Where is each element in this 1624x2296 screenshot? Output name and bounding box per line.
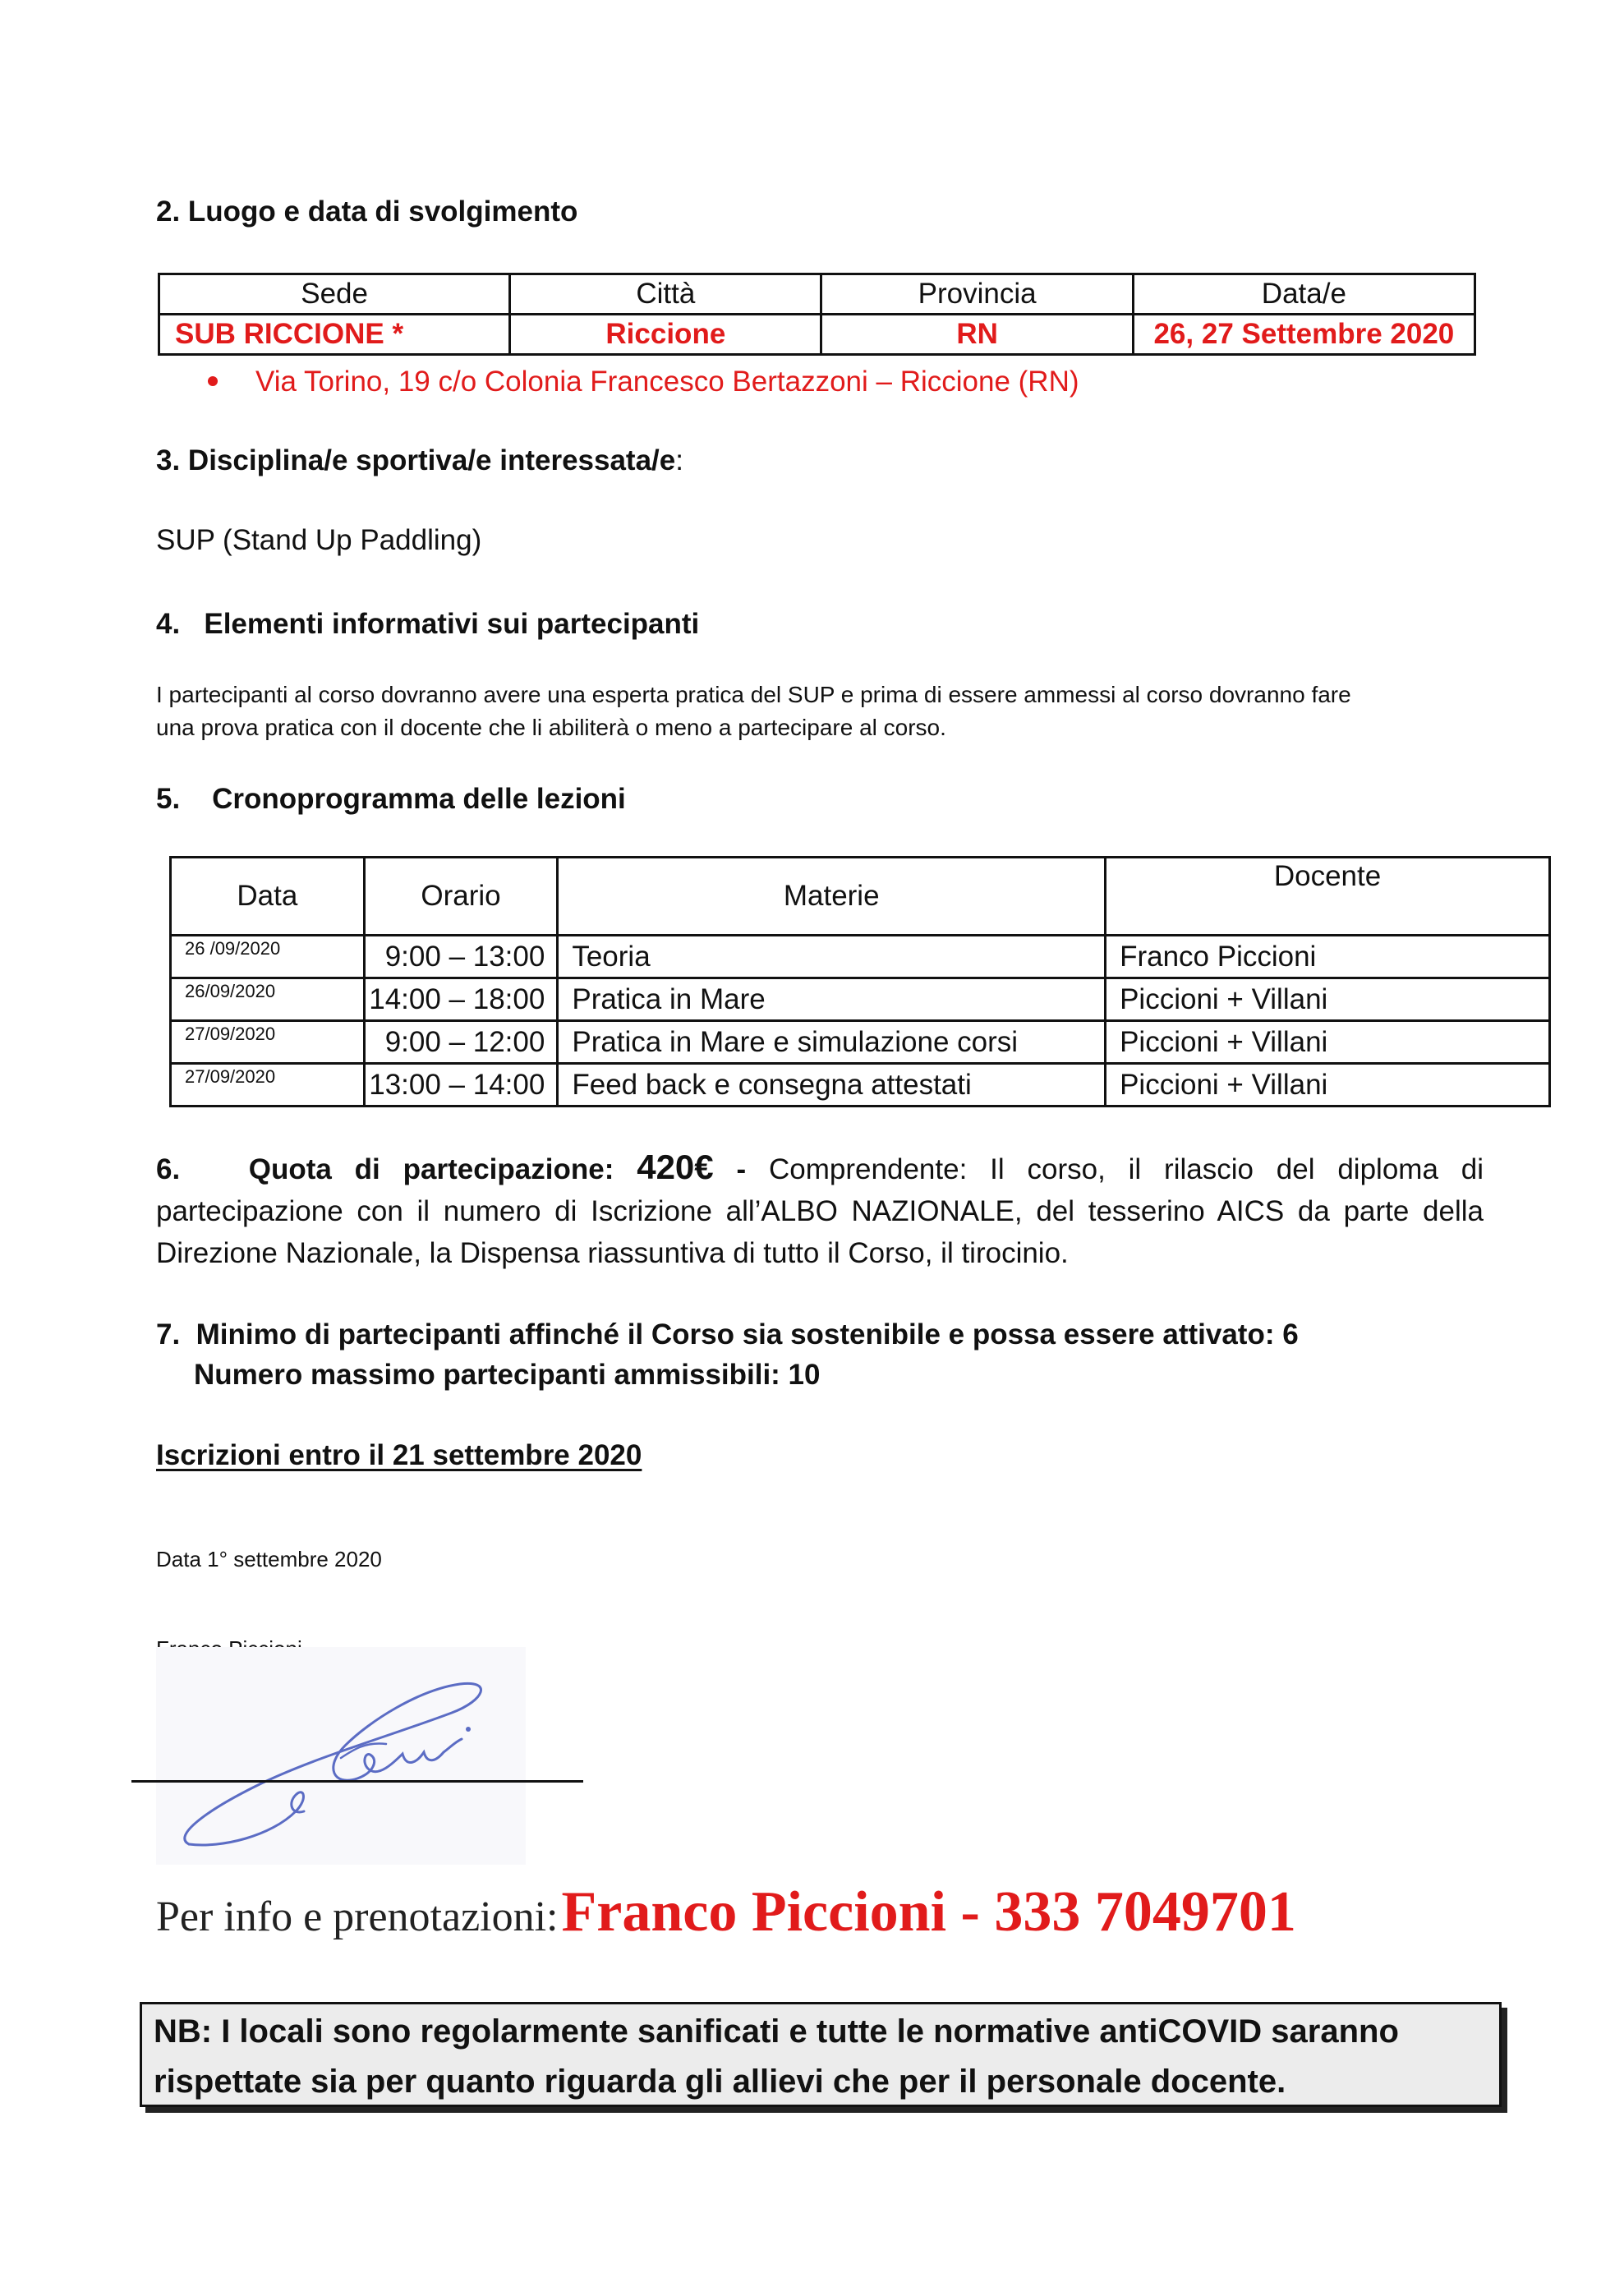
header-data: Data <box>171 858 365 936</box>
row-date: 27/09/2020 <box>171 1021 365 1064</box>
row-teacher: Franco Piccioni <box>1106 936 1550 978</box>
header-date: Data/e <box>1133 274 1474 315</box>
row-time: 13:00 – 14:00 <box>364 1064 558 1107</box>
row-teacher: Piccioni + Villani <box>1106 978 1550 1021</box>
info-line <box>156 1880 1296 1945</box>
value-sede: SUB RICCIONE * <box>159 315 510 355</box>
value-provincia: RN <box>821 315 1133 355</box>
deadline-text: Iscrizioni entro il 21 settembre 2020 <box>156 1439 642 1471</box>
header-docente: Docente <box>1106 858 1550 936</box>
bullet-icon <box>208 376 218 386</box>
signature-icon <box>156 1647 534 1869</box>
table-row <box>171 936 1550 978</box>
value-date: 26, 27 Settembre 2020 <box>1133 315 1474 355</box>
row-date: 26 /09/2020 <box>171 936 365 978</box>
section-4-heading: 4. Elementi informativi sui partecipanti <box>156 608 700 640</box>
header-provincia: Provincia <box>821 274 1133 315</box>
signature-line <box>131 1780 583 1783</box>
nb-line-2: rispettate sia per quanto riguarda gli allievi che per il personale docente. <box>154 2064 1286 2100</box>
info-label: Per info e prenotazioni: <box>156 1893 559 1940</box>
quota-line-1-rest: Comprendente: Il corso, il rilascio del diploma di <box>769 1153 1484 1185</box>
row-teacher: Piccioni + Villani <box>1106 1064 1550 1107</box>
section-6-paragraph <box>156 1146 1484 1274</box>
section-3-heading-text: 3. Disciplina/e sportiva/e interessata/e <box>156 444 676 476</box>
luogo-value-row <box>159 315 1475 355</box>
section-6-line-3: Direzione Nazionale, la Dispensa riassuntiva di tutto il Corso, il tirocinio. <box>156 1237 1069 1269</box>
quota-label: 6. Quota di partecipazione: <box>156 1153 614 1185</box>
address-line: Via Torino, 19 c/o Colonia Francesco Bertazzoni – Riccione (RN) <box>255 366 1079 398</box>
row-teacher: Piccioni + Villani <box>1106 1021 1550 1064</box>
header-orario: Orario <box>364 858 558 936</box>
luogo-table <box>158 273 1476 356</box>
luogo-header-row <box>159 274 1475 315</box>
value-citta: Riccione <box>510 315 821 355</box>
quota-price: 420€ <box>637 1148 714 1186</box>
table-row <box>171 1021 1550 1064</box>
row-subject: Pratica in Mare <box>558 978 1106 1021</box>
row-date: 27/09/2020 <box>171 1064 365 1107</box>
row-date: 26/09/2020 <box>171 978 365 1021</box>
nb-notice-box <box>140 2002 1502 2107</box>
row-subject: Pratica in Mare e simulazione corsi <box>558 1021 1106 1064</box>
row-time: 14:00 – 18:00 <box>364 978 558 1021</box>
row-subject: Feed back e consegna attestati <box>558 1064 1106 1107</box>
header-materie: Materie <box>558 858 1106 936</box>
header-citta: Città <box>510 274 821 315</box>
schedule-table <box>169 856 1551 1107</box>
section-7-line-1: 7. Minimo di partecipanti affinché il Corso sia sostenibile e possa essere attivato: 6 <box>156 1318 1299 1350</box>
section-7-line-2: Numero massimo partecipanti ammissibili: 10 <box>194 1359 821 1391</box>
section-4-line-1: I partecipanti al corso dovranno avere una esperta pratica del SUP e prima di essere ammessi al corso dovranno fare <box>156 682 1351 707</box>
section-6-line-2: partecipazione con il numero di Iscrizione all’ALBO NAZIONALE, del tesserino AICS da parte della <box>156 1195 1484 1227</box>
section-3-heading <box>156 444 683 477</box>
header-sede: Sede <box>159 274 510 315</box>
section-5-heading: 5. Cronoprogramma delle lezioni <box>156 783 626 815</box>
section-4-line-2: una prova pratica con il docente che li abiliterà o meno a partecipare al corso. <box>156 715 946 740</box>
section-2-heading: 2. Luogo e data di svolgimento <box>156 196 578 228</box>
row-time: 9:00 – 12:00 <box>364 1021 558 1064</box>
table-row <box>171 1064 1550 1107</box>
row-time: 9:00 – 13:00 <box>364 936 558 978</box>
nb-line-1: NB: I locali sono regolarmente sanificati e tutte le normative antiCOVID saranno <box>154 2013 1399 2050</box>
schedule-header-row <box>171 858 1550 936</box>
discipline-text: SUP (Stand Up Paddling) <box>156 524 482 556</box>
quota-dash: - <box>736 1153 747 1185</box>
section-3-heading-colon: : <box>675 444 683 476</box>
table-row <box>171 978 1550 1021</box>
row-subject: Teoria <box>558 936 1106 978</box>
date-line: Data 1° settembre 2020 <box>156 1547 382 1571</box>
info-contact: Franco Piccioni - 333 7049701 <box>561 1880 1296 1944</box>
section-6-line-1 <box>156 1146 1484 1190</box>
